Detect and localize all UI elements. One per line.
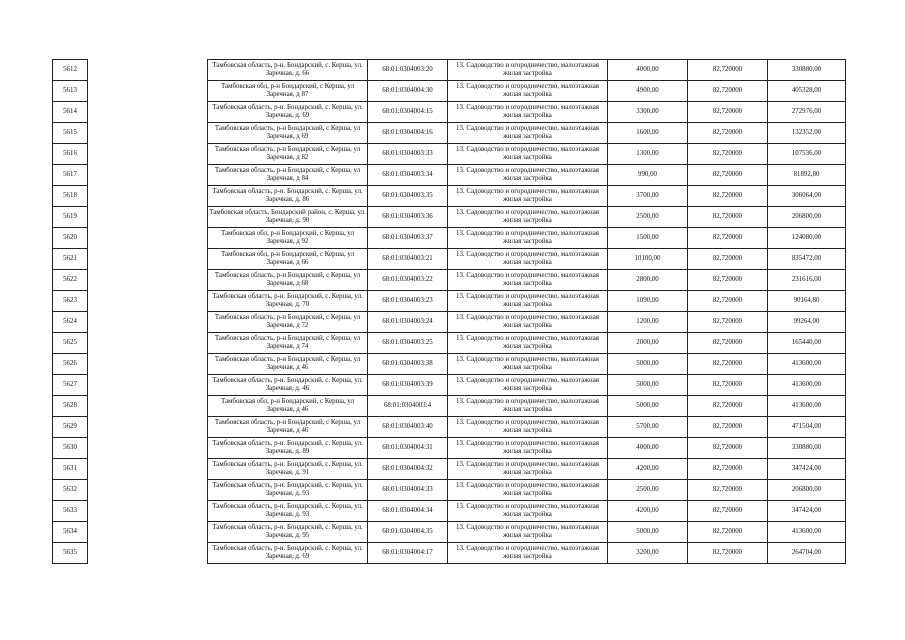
cadastral-value-cell: 272976,00	[768, 102, 846, 123]
blank-cell	[88, 144, 208, 165]
area-cell: 5000,00	[608, 396, 688, 417]
cadastral-number-cell: 68:01:0304003:25	[368, 333, 448, 354]
area-cell: 1600,00	[608, 123, 688, 144]
cadastral-number-cell: 68:01:0304003:34	[368, 165, 448, 186]
land-use-cell: 13. Садоводство и огородничество, малоэтажная жилая застройка	[448, 144, 608, 165]
area-cell: 3200,00	[608, 543, 688, 564]
cadastral-number-cell: 68:01:0304004:16	[368, 123, 448, 144]
specific-value-cell: 82,720000	[688, 102, 768, 123]
row-number-cell: 5629	[53, 417, 88, 438]
address-cell: Тамбовская область, р-н. Бондарский, с. Керша, ул. Заречная, д. 70	[208, 291, 368, 312]
area-cell: 2800,00	[608, 270, 688, 291]
address-cell: Тамбовская область, р-н. Бондарский, с. Керша, ул. Заречная, д. 93	[208, 501, 368, 522]
address-cell: Тамбовская область, р-н. Бондарский, с. Керша, ул. Заречная, д. 69	[208, 102, 368, 123]
cadastral-number-cell: 68:01:0304003:40	[368, 417, 448, 438]
specific-value-cell: 82,720000	[688, 60, 768, 81]
area-cell: 5000,00	[608, 375, 688, 396]
table-row	[53, 270, 846, 291]
row-number-cell: 5631	[53, 459, 88, 480]
row-number-cell: 5617	[53, 165, 88, 186]
cadastral-number-cell: 68:01:0304004:32	[368, 459, 448, 480]
specific-value-cell: 82,720000	[688, 459, 768, 480]
land-use-cell: 13. Садоводство и огородничество, малоэтажная жилая застройка	[448, 480, 608, 501]
land-use-cell: 13. Садоводство и огородничество, малоэтажная жилая застройка	[448, 228, 608, 249]
row-number-cell: 5614	[53, 102, 88, 123]
table-row	[53, 123, 846, 144]
blank-cell	[88, 333, 208, 354]
area-cell: 5700,00	[608, 417, 688, 438]
table-row	[53, 249, 846, 270]
cadastral-value-cell: 471504,00	[768, 417, 846, 438]
land-use-cell: 13. Садоводство и огородничество, малоэтажная жилая застройка	[448, 165, 608, 186]
blank-cell	[88, 165, 208, 186]
address-cell: Тамбовская область, р-н Бондарский, с Керша, ул Заречная, д 84	[208, 165, 368, 186]
specific-value-cell: 82,720000	[688, 333, 768, 354]
specific-value-cell: 82,720000	[688, 501, 768, 522]
specific-value-cell: 82,720000	[688, 312, 768, 333]
row-number-cell: 5624	[53, 312, 88, 333]
specific-value-cell: 82,720000	[688, 375, 768, 396]
row-number-cell: 5633	[53, 501, 88, 522]
cadastral-number-cell: 68:01:0304004:33	[368, 480, 448, 501]
specific-value-cell: 82,720000	[688, 543, 768, 564]
row-number-cell: 5635	[53, 543, 88, 564]
specific-value-cell: 82,720000	[688, 480, 768, 501]
row-number-cell: 5616	[53, 144, 88, 165]
land-use-cell: 13. Садоводство и огородничество, малоэтажная жилая застройка	[448, 312, 608, 333]
cadastral-number-cell: 68:01:0304003:36	[368, 207, 448, 228]
address-cell: Тамбовская область, р-н. Бондарский, с. Керша, ул. Заречная, д. 91	[208, 459, 368, 480]
land-use-cell: 13. Садоводство и огородничество, малоэтажная жилая застройка	[448, 249, 608, 270]
specific-value-cell: 82,720000	[688, 207, 768, 228]
specific-value-cell: 82,720000	[688, 438, 768, 459]
table-row	[53, 417, 846, 438]
cadastral-number-cell: 68:01:0304003:38	[368, 354, 448, 375]
land-use-cell: 13. Садоводство и огородничество, малоэтажная жилая застройка	[448, 354, 608, 375]
address-cell: Тамбовская область, р-н. Бондарский, с. Керша, ул. Заречная, д. 46	[208, 375, 368, 396]
cadastral-value-cell: 330880,00	[768, 438, 846, 459]
area-cell: 5000,00	[608, 354, 688, 375]
land-use-cell: 13. Садоводство и огородничество, малоэтажная жилая застройка	[448, 186, 608, 207]
cadastral-value-cell: 165440,00	[768, 333, 846, 354]
address-cell: Тамбовская область, р-н. Бондарский, с. Керша, ул. Заречная, д. 93	[208, 480, 368, 501]
table-row	[53, 186, 846, 207]
table-row	[53, 501, 846, 522]
blank-cell	[88, 228, 208, 249]
cadastral-number-cell: 68:01:0304004:35	[368, 522, 448, 543]
address-cell: Тамбовская область, р-н Бондарский, с Керша, ул Заречная, д 46	[208, 354, 368, 375]
cadastral-value-cell: 81892,80	[768, 165, 846, 186]
table-row	[53, 354, 846, 375]
row-number-cell: 5612	[53, 60, 88, 81]
table-row	[53, 291, 846, 312]
cadastral-value-cell: 835472,00	[768, 249, 846, 270]
blank-cell	[88, 312, 208, 333]
blank-cell	[88, 459, 208, 480]
land-use-cell: 13. Садоводство и огородничество, малоэтажная жилая застройка	[448, 459, 608, 480]
specific-value-cell: 82,720000	[688, 165, 768, 186]
blank-cell	[88, 522, 208, 543]
cadastral-number-cell: 68:01:0304004:30	[368, 81, 448, 102]
specific-value-cell: 82,720000	[688, 228, 768, 249]
cadastral-value-cell: 107536,00	[768, 144, 846, 165]
specific-value-cell: 82,720000	[688, 186, 768, 207]
cadastral-number-cell: 68:01:0304004:15	[368, 102, 448, 123]
area-cell: 4200,00	[608, 459, 688, 480]
specific-value-cell: 82,720000	[688, 522, 768, 543]
row-number-cell: 5628	[53, 396, 88, 417]
area-cell: 1500,00	[608, 228, 688, 249]
land-use-cell: 13. Садоводство и огородничество, малоэтажная жилая застройка	[448, 417, 608, 438]
address-cell: Тамбовская область, р-н Бондарский, с Керша, ул Заречная, д 68	[208, 270, 368, 291]
blank-cell	[88, 123, 208, 144]
cadastral-value-cell: 206800,00	[768, 480, 846, 501]
address-cell: Тамбовская область, р-н Бондарский, с Керша, ул Заречная, д 72	[208, 312, 368, 333]
row-number-cell: 5634	[53, 522, 88, 543]
row-number-cell: 5632	[53, 480, 88, 501]
area-cell: 990,00	[608, 165, 688, 186]
area-cell: 1200,00	[608, 312, 688, 333]
cadastral-number-cell: 68:01:0304003:39	[368, 375, 448, 396]
table-row	[53, 522, 846, 543]
cadastral-number-cell: 68:01:0304004:17	[368, 543, 448, 564]
row-number-cell: 5622	[53, 270, 88, 291]
cadastral-number-cell: 68:01:0304003:23	[368, 291, 448, 312]
row-number-cell: 5619	[53, 207, 88, 228]
area-cell: 1090,00	[608, 291, 688, 312]
address-cell: Тамбовская область, р-н Бондарский, с Керша, ул Заречная, д 46	[208, 417, 368, 438]
specific-value-cell: 82,720000	[688, 249, 768, 270]
land-use-cell: 13. Садоводство и огородничество, малоэтажная жилая застройка	[448, 333, 608, 354]
area-cell: 5000,00	[608, 522, 688, 543]
land-use-cell: 13. Садоводство и огородничество, малоэтажная жилая застройка	[448, 81, 608, 102]
address-cell: Тамбовская обл, р-н Бондарский, с Керша, ул Заречная, д 46	[208, 396, 368, 417]
cadastral-value-cell: 413600,00	[768, 375, 846, 396]
specific-value-cell: 82,720000	[688, 81, 768, 102]
area-cell: 3700,00	[608, 186, 688, 207]
land-use-cell: 13. Садоводство и огородничество, малоэтажная жилая застройка	[448, 396, 608, 417]
table-row	[53, 312, 846, 333]
cadastral-value-cell: 90164,80	[768, 291, 846, 312]
land-use-cell: 13. Садоводство и огородничество, малоэтажная жилая застройка	[448, 543, 608, 564]
row-number-cell: 5615	[53, 123, 88, 144]
address-cell: Тамбовская область, р-н. Бондарский, с. Керша, ул. Заречная, д. 69	[208, 543, 368, 564]
area-cell: 2000,00	[608, 333, 688, 354]
cadastral-value-cell: 306064,00	[768, 186, 846, 207]
cadastral-value-cell: 206800,00	[768, 207, 846, 228]
table-row	[53, 438, 846, 459]
table-row	[53, 543, 846, 564]
row-number-cell: 5630	[53, 438, 88, 459]
cadastral-number-cell: 68:01:0304004:34	[368, 501, 448, 522]
area-cell: 4000,00	[608, 438, 688, 459]
address-cell: Тамбовская область, Бондарский район, с. Керша, ул. Заречная, д. 90	[208, 207, 368, 228]
blank-cell	[88, 60, 208, 81]
blank-cell	[88, 186, 208, 207]
cadastral-value-cell: 413600,00	[768, 354, 846, 375]
table-body	[53, 60, 846, 564]
blank-cell	[88, 375, 208, 396]
table-row	[53, 333, 846, 354]
cadastral-number-cell: 68:01:0304003:37	[368, 228, 448, 249]
cadastral-value-cell: 231616,00	[768, 270, 846, 291]
land-use-cell: 13. Садоводство и огородничество, малоэтажная жилая застройка	[448, 102, 608, 123]
specific-value-cell: 82,720000	[688, 354, 768, 375]
land-use-cell: 13. Садоводство и огородничество, малоэтажная жилая застройка	[448, 291, 608, 312]
row-number-cell: 5623	[53, 291, 88, 312]
row-number-cell: 5613	[53, 81, 88, 102]
land-use-cell: 13. Садоводство и огородничество, малоэтажная жилая застройка	[448, 501, 608, 522]
cadastral-value-cell: 330880,00	[768, 60, 846, 81]
cadastral-number-cell: 68:01:0304003:24	[368, 312, 448, 333]
cadastral-value-cell: 264704,00	[768, 543, 846, 564]
blank-cell	[88, 102, 208, 123]
blank-cell	[88, 417, 208, 438]
specific-value-cell: 82,720000	[688, 417, 768, 438]
blank-cell	[88, 81, 208, 102]
land-use-cell: 13. Садоводство и огородничество, малоэтажная жилая застройка	[448, 207, 608, 228]
land-use-cell: 13. Садоводство и огородничество, малоэтажная жилая застройка	[448, 270, 608, 291]
address-cell: Тамбовская область, р-н Бондарский, с Керша, ул Заречная, д 74	[208, 333, 368, 354]
table-row	[53, 375, 846, 396]
blank-cell	[88, 396, 208, 417]
row-number-cell: 5621	[53, 249, 88, 270]
table-row	[53, 480, 846, 501]
address-cell: Тамбовская обл, р-н Бондарский, с Керша, ул Заречная, д 66	[208, 249, 368, 270]
specific-value-cell: 82,720000	[688, 123, 768, 144]
address-cell: Тамбовская область, р-н Бондарский, с Керша, ул Заречная, д 82	[208, 144, 368, 165]
address-cell: Тамбовская обл, р-н Бондарский, с Керша, ул Заречная, д 87	[208, 81, 368, 102]
cadastral-number-cell: 68:01:0304003:20	[368, 60, 448, 81]
table-row	[53, 459, 846, 480]
blank-cell	[88, 291, 208, 312]
row-number-cell: 5626	[53, 354, 88, 375]
row-number-cell: 5618	[53, 186, 88, 207]
row-number-cell: 5620	[53, 228, 88, 249]
cadastral-number-cell: 68:01:0304003:4	[368, 396, 448, 417]
address-cell: Тамбовская обл, р-н Бондарский, с Керша, ул Заречная, д 92	[208, 228, 368, 249]
cadastral-value-table	[52, 59, 846, 564]
area-cell: 2500,00	[608, 207, 688, 228]
land-use-cell: 13. Садоводство и огородничество, малоэтажная жилая застройка	[448, 60, 608, 81]
row-number-cell: 5625	[53, 333, 88, 354]
land-use-cell: 13. Садоводство и огородничество, малоэтажная жилая застройка	[448, 375, 608, 396]
cadastral-value-cell: 124080,00	[768, 228, 846, 249]
address-cell: Тамбовская область, р-н. Бондарский, с. Керша, ул. Заречная, д. 89	[208, 438, 368, 459]
blank-cell	[88, 354, 208, 375]
row-number-cell: 5627	[53, 375, 88, 396]
area-cell: 1300,00	[608, 144, 688, 165]
table-row	[53, 165, 846, 186]
specific-value-cell: 82,720000	[688, 144, 768, 165]
blank-cell	[88, 207, 208, 228]
area-cell: 4000,00	[608, 60, 688, 81]
address-cell: Тамбовская область, р-н. Бондарский, с. Керша, ул. Заречная, д. 95	[208, 522, 368, 543]
cadastral-value-cell: 413600,00	[768, 396, 846, 417]
cadastral-value-cell: 99264,00	[768, 312, 846, 333]
blank-cell	[88, 438, 208, 459]
area-cell: 10100,00	[608, 249, 688, 270]
blank-cell	[88, 249, 208, 270]
cadastral-value-cell: 347424,00	[768, 501, 846, 522]
address-cell: Тамбовская область, р-н. Бондарский, с. Керша, ул. Заречная, д. 86	[208, 186, 368, 207]
cadastral-number-cell: 68:01:0304003:21	[368, 249, 448, 270]
area-cell: 4900,00	[608, 81, 688, 102]
area-cell: 2500,00	[608, 480, 688, 501]
blank-cell	[88, 480, 208, 501]
cadastral-number-cell: 68:01:0304003:33	[368, 144, 448, 165]
cadastral-number-cell: 68:01:0304004:31	[368, 438, 448, 459]
cadastral-number-cell: 68:01:0304003:22	[368, 270, 448, 291]
table-row	[53, 228, 846, 249]
blank-cell	[88, 543, 208, 564]
specific-value-cell: 82,720000	[688, 396, 768, 417]
specific-value-cell: 82,720000	[688, 270, 768, 291]
area-cell: 3300,00	[608, 102, 688, 123]
blank-cell	[88, 501, 208, 522]
table-row	[53, 207, 846, 228]
cadastral-number-cell: 68:01:0304003:35	[368, 186, 448, 207]
blank-cell	[88, 270, 208, 291]
land-use-cell: 13. Садоводство и огородничество, малоэтажная жилая застройка	[448, 438, 608, 459]
cadastral-value-cell: 405328,00	[768, 81, 846, 102]
table-row	[53, 60, 846, 81]
cadastral-value-cell: 347424,00	[768, 459, 846, 480]
table-row	[53, 144, 846, 165]
cadastral-value-cell: 413600,00	[768, 522, 846, 543]
table-row	[53, 81, 846, 102]
land-use-cell: 13. Садоводство и огородничество, малоэтажная жилая застройка	[448, 123, 608, 144]
table-row	[53, 396, 846, 417]
table-row	[53, 102, 846, 123]
specific-value-cell: 82,720000	[688, 291, 768, 312]
cadastral-value-cell: 132352,00	[768, 123, 846, 144]
address-cell: Тамбовская область, р-н Бондарский, с Керша, ул Заречная, д 69	[208, 123, 368, 144]
area-cell: 4200,00	[608, 501, 688, 522]
address-cell: Тамбовская область, р-н. Бондарский, с. Керша, ул. Заречная, д. 66	[208, 60, 368, 81]
land-use-cell: 13. Садоводство и огородничество, малоэтажная жилая застройка	[448, 522, 608, 543]
